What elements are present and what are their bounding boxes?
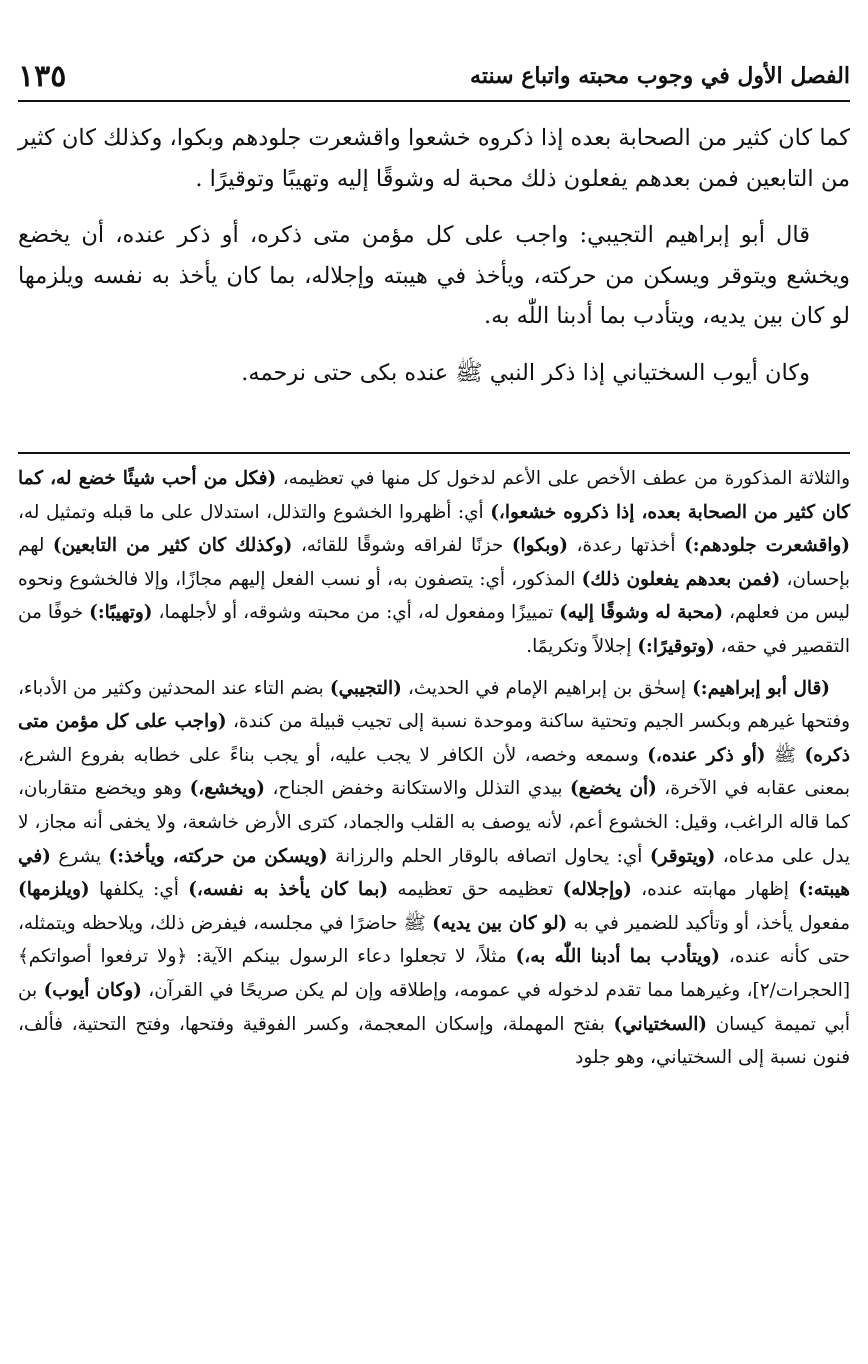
quoted-main-text: (بما كان يأخذ به نفسه،) bbox=[188, 879, 389, 901]
commentary-text: ﷺ bbox=[765, 744, 805, 766]
footnote-divider bbox=[18, 452, 850, 454]
page-number: ١٣٥ bbox=[18, 58, 67, 94]
quoted-main-text: (فكل من أحب شيئًا خضع له، كما كان كثير من الصحابة بعده، إذا ذكروه خشعوا،) bbox=[18, 468, 851, 523]
quoted-main-text: (فمن بعدهم يفعلون ذلك) bbox=[581, 568, 781, 590]
quoted-main-text: (وتهيبًا:) bbox=[89, 602, 153, 624]
main-text-paragraph: قال أبو إبراهيم التجيبي: واجب على كل مؤمن متى ذكره، أو ذكر عنده، أن يخضع ويخشع ويتوقر ويسكن من حركته، ويأخذ في هيبته وإجلاله، بما كان يأخذ به نفسه ويلزمها لو كان بين يديه، ويتأدب بما أدبنا اللّٰه به. bbox=[18, 222, 850, 329]
quoted-main-text: (قال أبو إبراهيم:) bbox=[692, 677, 830, 699]
commentary-text: تمييزًا ومفعول له، أي: من محبته وشوقه، أو لأجلهما، bbox=[152, 602, 560, 624]
commentary-text: حزنًا لفراقه وشوقًا للقائه، bbox=[292, 535, 512, 557]
quoted-main-text: (ويتأدب بما أدبنا اللّٰه به،) bbox=[515, 946, 720, 968]
main-text-paragraph: وكان أيوب السختياني إذا ذكر النبي ﷺ عنده بكى حتى نرحمه. bbox=[241, 359, 810, 386]
commentary-text: أي: أظهروا الخشوع والتذلل، استدلال على ما قبله وتمثيل له، bbox=[18, 501, 491, 523]
quoted-main-text: (ويسكن من حركته، ويأخذ:) bbox=[108, 845, 328, 867]
commentary bbox=[18, 462, 850, 1083]
commentary-text: لهم بإحسان، bbox=[18, 535, 851, 590]
commentary-text: إسحٰق بن إبراهيم الإمام في الحديث، bbox=[401, 677, 693, 699]
quoted-main-text: (أن يخضع) bbox=[569, 778, 657, 800]
commentary-text: المذكور، أي: يتصفون به، أو نسب الفعل إليهم مجازًا، وإلا فالخشوع ونحوه ليس من فعلهم، bbox=[18, 568, 850, 624]
commentary-text: أخذتها رعدة، bbox=[568, 535, 685, 557]
quoted-main-text: (محبة له وشوقًا إليه) bbox=[559, 602, 724, 624]
main-text bbox=[18, 118, 850, 409]
quoted-main-text: (ويلزمها) bbox=[18, 879, 90, 901]
quoted-main-text: (ويخشع،) bbox=[189, 778, 265, 800]
commentary-text: إظهار مهابته عنده، bbox=[631, 879, 799, 901]
page-header bbox=[18, 52, 850, 102]
quoted-main-text: (وبكوا) bbox=[511, 535, 568, 557]
commentary-text: بيدي التذلل والاستكانة وخفض الجناح، bbox=[264, 778, 570, 800]
commentary-paragraph bbox=[18, 672, 850, 1075]
commentary-text: والثلاثة المذكورة من عطف الأخص على الأعم لدخول كل منها في تعظيمه، bbox=[276, 468, 850, 489]
quoted-main-text: (وكذلك كان كثير من التابعين) bbox=[52, 535, 293, 557]
quoted-main-text: (واجب على كل مؤمن متى ذكره) bbox=[18, 711, 850, 766]
commentary-text: خوفًا من التقصير في حقه، bbox=[18, 602, 850, 657]
commentary-text: تعظيمه حق تعظيمه bbox=[388, 879, 563, 901]
quoted-main-text: (وتوقيرًا:) bbox=[637, 635, 715, 657]
commentary-text: مثلاً، لا تجعلوا دعاء الرسول بينكم الآية: ﴿ولا ترفعوا أصواتكم﴾ [الحجرات/٢]، وغيرهما مما تقدم لدخوله في عمومه، وإطلاقه وإن لم يكن صريحًا في القرآن، bbox=[18, 946, 850, 1001]
commentary-text: وهو ويخضع متقاربان، كما قاله الراغب، وقيل: الخشوع أعم، لأنه يوصف به القلب والجماد، كترى الأرض خاشعة، ولا يخفى أنه مجاز، لا يدل على مدعاه، bbox=[18, 778, 850, 867]
commentary-text: يشرع bbox=[50, 845, 109, 867]
commentary-text: أي: يكلفها bbox=[89, 879, 189, 901]
commentary-text: مفعول يأخذ، أو وتأكيد للضمير في به bbox=[567, 912, 850, 934]
quoted-main-text: (وكان أيوب) bbox=[43, 979, 142, 1001]
quoted-main-text: (واقشعرت جلودهم:) bbox=[684, 535, 851, 557]
commentary-text: بن أبي تميمة كيسان bbox=[18, 979, 850, 1035]
commentary-text: بفتح المهملة، وإسكان المعجمة، وكسر الفوقية وفتحها، وفتح التحتية، فألف، فنون نسبة إلى السختياني، وهو جلود bbox=[18, 1013, 850, 1069]
quoted-main-text: (السختياني) bbox=[613, 1013, 708, 1035]
quoted-main-text: (في هيبته:) bbox=[18, 845, 850, 901]
commentary-text: أي: يحاول اتصافه بالوقار الحلم والرزانة bbox=[327, 845, 650, 867]
commentary-text: ﷺ حاضرًا في مجلسه، فيفرض ذلك، ويلاحظه ويتمثله، حتى كأنه عنده، bbox=[18, 912, 851, 968]
quoted-main-text: (أو ذكر عنده،) bbox=[647, 744, 766, 766]
quoted-main-text: (ويتوقر) bbox=[649, 845, 716, 867]
commentary-text: بضم التاء عند المحدثين وكثير من الأدباء، وفتحها غيرهم وبكسر الجيم وتحتية ساكنة وموحدة نسبة إلى تجيب قبيلة من كندة، bbox=[18, 677, 850, 733]
commentary-text: وسمعه وخصه، لأن الكافر لا يجب عليه، أو يجب بناءً على خطابه بفروع الشرع، بمعنى عقابه في الآخرة، bbox=[18, 744, 850, 800]
quoted-main-text: (لو كان بين يديه) bbox=[432, 912, 568, 934]
quoted-main-text: (التجيبي) bbox=[329, 677, 402, 699]
commentary-paragraph bbox=[18, 462, 850, 664]
running-title: الفصل الأول في وجوب محبته واتباع سنته bbox=[470, 63, 850, 89]
main-text-paragraph: كما كان كثير من الصحابة بعده إذا ذكروه خشعوا واقشعرت جلودهم وبكوا، وكذلك كان كثير من التابعين فمن بعدهم يفعلون ذلك محبة له وشوقًا إليه وتهيبًا وتوقيرًا . bbox=[18, 125, 850, 192]
quoted-main-text: (وإجلاله) bbox=[562, 879, 632, 901]
commentary-text: إجلالاً وتكريمًا. bbox=[526, 635, 638, 657]
